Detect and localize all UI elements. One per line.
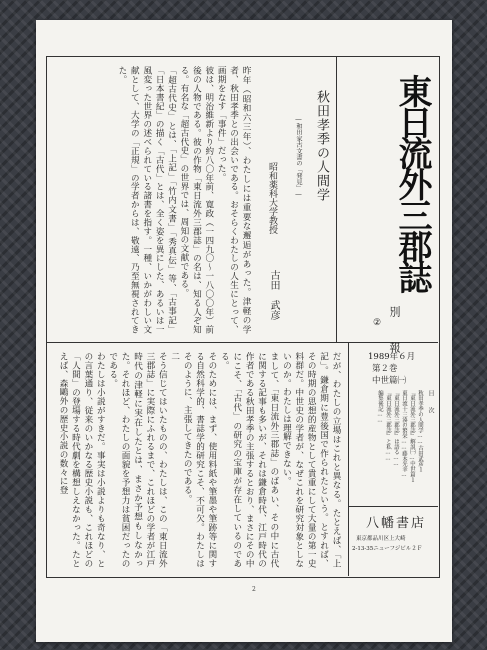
- article-title: 秋田孝季の人間学: [314, 90, 329, 202]
- paragraph: そのためには、まず、使用料紙や筆墨や筆跡等に関する自然科学的、書誌学的研究こそ、不可欠。わたしはそのように、主張してきたのである。: [182, 352, 217, 568]
- section-number: 二: [169, 352, 180, 361]
- contents-divider: [348, 342, 349, 576]
- supplement-number: ②: [372, 318, 382, 328]
- author-name: 古田 武彦: [268, 270, 279, 320]
- publisher-name: 八幡書店: [366, 516, 427, 531]
- supplement-label: 別 報: [388, 306, 401, 359]
- paragraph: 彼は、明治維新より約八〇年前、寛政（一四九〇～一八〇〇年）前後の人物である。彼の作物「東日流外三郡誌」の名は、知る人ぞ知る。有名な「超古代史」の世界では、周知の文献である。: [178, 66, 214, 334]
- publisher-address: 東京都品川区上大崎: [356, 536, 406, 542]
- article-body-upper: [72, 66, 252, 334]
- paragraph: だが、わたしの立場はこれと異なる。たとえば、「上記」。鎌倉期に豊後国で作られたという。とすれば、その時期の思想的産物として貴重にして大量の第一史料群だ。中世史の学者が、なぜこれを研究対象としないのか。わたしは理解できない。: [281, 352, 341, 568]
- publisher-address-2: 2-13-35ニューフジビル２Ｆ: [352, 546, 423, 552]
- paragraph: わたしは小説がすきだ。事実は小説よりも奇なり、との言葉通り、従来のいかなる歴史小説も、これほどの「人間」の登場する時代劇を構想しえなかった。たとえば、森鷗外の歴史小説の数々に登: [58, 352, 106, 568]
- contents-item: 『東日流外三郡誌』と私……: [385, 390, 391, 462]
- contents-item: 『東日流外三郡誌』解説㈠…中世篇１: [409, 390, 415, 483]
- publisher-divider: [348, 506, 438, 507]
- paragraph: まして、「東日流外三郡誌」のばあい、その中に古代に関する記事も多いが、それは鎌倉時代、江戸時代の作者である秋田孝季の主張するとおり、まさにその中にこそ、「古代」の研究の宝庫が存在しているのである。: [219, 352, 279, 568]
- paragraph: そう信じてはいたものの、わたしは、この「東日流外三郡誌」に実際にふれるまで、これほどの学者が江戸時代の津軽に実在したとは、まさか予想もしなかった。それほど、わたしの面貌を予想力は貧困だったのである。: [107, 352, 168, 568]
- contents-item: 編集後記……: [377, 390, 383, 424]
- paragraph: 「超古代史」とは、「上記」「竹内文書」「秀真伝」等、「古事記」「日本書紀」の描く「古代」とは、全く姿を異にした、あるいは一風変った世界の述べられている諸書を指す。一種、いかがわしい文献として、大学の「正規」の学者からは、敬遠、乃至無視されてきた。: [116, 66, 177, 334]
- contents-heading: 目 次: [427, 390, 434, 415]
- masthead-title: 東日流外三郡誌: [392, 74, 432, 291]
- paragraph: 昨年（昭和六三年）、わたしには重要な邂逅があった。津軽の学者、秋田孝季との出会いである。おそらくわたしの人生にとって、画期をなす「事件」だった。: [216, 66, 251, 334]
- contents-item: 秋田孝季の人間学……古田武彦１: [417, 390, 423, 473]
- article-body-lower: [58, 352, 342, 568]
- issue-date: 1989年６月: [368, 352, 416, 362]
- issue-section: 中世篇㈠: [372, 376, 407, 386]
- horizontal-divider: [46, 342, 438, 343]
- contents-item: 『東日流外三郡誌』は語る……: [393, 390, 399, 467]
- page-number: 2: [252, 586, 256, 593]
- article-subtitle: ―和田家古文書の「発見」―: [295, 116, 302, 199]
- author-affiliation: 昭和薬科大学教授: [267, 162, 277, 234]
- contents-item: 東日流十三湊の繁栄……藤本光幸…: [401, 390, 407, 479]
- issue-volume: 第２巻: [372, 364, 398, 374]
- masthead-divider: [336, 56, 337, 343]
